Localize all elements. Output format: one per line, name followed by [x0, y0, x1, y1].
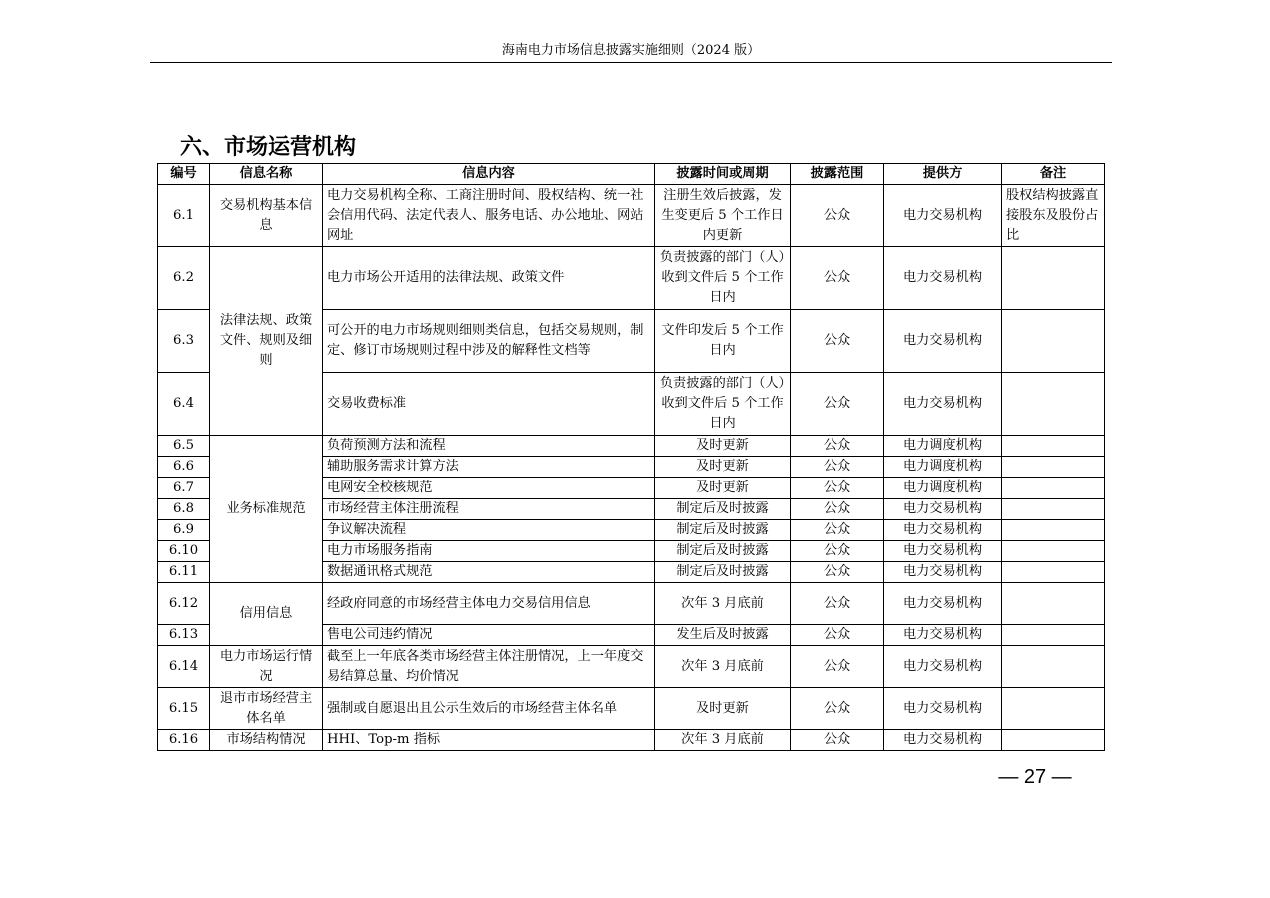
cell-provider: 电力交易机构 [884, 499, 1002, 520]
cell-disclosure-scope: 公众 [791, 625, 884, 646]
cell-info-content: 电力市场服务指南 [323, 541, 655, 562]
cell-info-content: 辅助服务需求计算方法 [323, 457, 655, 478]
cell-info-content: 负荷预测方法和流程 [323, 436, 655, 457]
table-body [158, 185, 1105, 751]
cell-disclosure-time: 次年 3 月底前 [655, 646, 791, 688]
cell-note [1002, 478, 1105, 499]
cell-disclosure-scope: 公众 [791, 185, 884, 247]
section-title: 六、市场运营机构 [180, 135, 357, 160]
cell-info-content: 截至上一年底各类市场经营主体注册情况，上一年度交易结算总量、均价情况 [323, 646, 655, 688]
cell-number: 6.11 [158, 562, 210, 583]
cell-provider: 电力交易机构 [884, 310, 1002, 373]
cell-disclosure-scope: 公众 [791, 499, 884, 520]
table-row [158, 730, 1105, 751]
cell-disclosure-scope: 公众 [791, 478, 884, 499]
cell-provider: 电力交易机构 [884, 625, 1002, 646]
cell-info-content: 数据通讯格式规范 [323, 562, 655, 583]
cell-info-name: 退市市场经营主体名单 [210, 688, 323, 730]
cell-disclosure-scope: 公众 [791, 646, 884, 688]
cell-disclosure-time: 制定后及时披露 [655, 562, 791, 583]
cell-note [1002, 373, 1105, 436]
cell-info-content: 市场经营主体注册流程 [323, 499, 655, 520]
cell-note [1002, 520, 1105, 541]
cell-disclosure-scope: 公众 [791, 373, 884, 436]
cell-number: 6.10 [158, 541, 210, 562]
cell-disclosure-scope: 公众 [791, 247, 884, 310]
document-header: 海南电力市场信息披露实施细则（2024 版） [150, 40, 1112, 63]
cell-info-content: 可公开的电力市场规则细则类信息，包括交易规则，制定、修订市场规则过程中涉及的解释性文档等 [323, 310, 655, 373]
column-header: 信息内容 [323, 164, 655, 185]
cell-disclosure-time: 及时更新 [655, 457, 791, 478]
table-row [158, 688, 1105, 730]
cell-disclosure-scope: 公众 [791, 730, 884, 751]
table-header-row [158, 164, 1105, 185]
cell-note [1002, 436, 1105, 457]
cell-disclosure-time: 文件印发后 5 个工作日内 [655, 310, 791, 373]
cell-disclosure-scope: 公众 [791, 436, 884, 457]
table-row [158, 583, 1105, 625]
cell-disclosure-time: 制定后及时披露 [655, 520, 791, 541]
cell-provider: 电力调度机构 [884, 457, 1002, 478]
cell-number: 6.15 [158, 688, 210, 730]
cell-provider: 电力交易机构 [884, 541, 1002, 562]
cell-disclosure-scope: 公众 [791, 520, 884, 541]
cell-provider: 电力交易机构 [884, 520, 1002, 541]
cell-number: 6.2 [158, 247, 210, 310]
cell-provider: 电力交易机构 [884, 373, 1002, 436]
column-header: 披露范围 [791, 164, 884, 185]
cell-info-content: 争议解决流程 [323, 520, 655, 541]
cell-info-content: 电力交易机构全称、工商注册时间、股权结构、统一社会信用代码、法定代表人、服务电话、办公地址、网站网址 [323, 185, 655, 247]
cell-note [1002, 583, 1105, 625]
cell-info-name: 交易机构基本信息 [210, 185, 323, 247]
cell-disclosure-scope: 公众 [791, 310, 884, 373]
cell-provider: 电力交易机构 [884, 562, 1002, 583]
cell-info-name: 信用信息 [210, 583, 323, 646]
column-header: 披露时间或周期 [655, 164, 791, 185]
cell-number: 6.5 [158, 436, 210, 457]
column-header: 编号 [158, 164, 210, 185]
cell-number: 6.16 [158, 730, 210, 751]
cell-info-name: 业务标准规范 [210, 436, 323, 583]
column-header: 备注 [1002, 164, 1105, 185]
cell-provider: 电力交易机构 [884, 185, 1002, 247]
cell-number: 6.13 [158, 625, 210, 646]
cell-disclosure-time: 制定后及时披露 [655, 499, 791, 520]
cell-number: 6.6 [158, 457, 210, 478]
cell-disclosure-time: 负责披露的部门（人）收到文件后 5 个工作日内 [655, 373, 791, 436]
cell-disclosure-time: 及时更新 [655, 478, 791, 499]
cell-number: 6.3 [158, 310, 210, 373]
cell-info-content: HHI、Top-m 指标 [323, 730, 655, 751]
cell-disclosure-time: 负责披露的部门（人）收到文件后 5 个工作日内 [655, 247, 791, 310]
cell-note [1002, 541, 1105, 562]
cell-disclosure-scope: 公众 [791, 457, 884, 478]
cell-info-name: 市场结构情况 [210, 730, 323, 751]
cell-info-content: 强制或自愿退出且公示生效后的市场经营主体名单 [323, 688, 655, 730]
cell-provider: 电力交易机构 [884, 730, 1002, 751]
cell-disclosure-time: 及时更新 [655, 688, 791, 730]
cell-number: 6.4 [158, 373, 210, 436]
cell-disclosure-time: 及时更新 [655, 436, 791, 457]
cell-note [1002, 730, 1105, 751]
cell-note [1002, 457, 1105, 478]
cell-note [1002, 688, 1105, 730]
disclosure-table [157, 163, 1105, 751]
cell-number: 6.1 [158, 185, 210, 247]
cell-info-content: 电网安全校核规范 [323, 478, 655, 499]
cell-info-name: 电力市场运行情况 [210, 646, 323, 688]
cell-provider: 电力交易机构 [884, 247, 1002, 310]
cell-note [1002, 499, 1105, 520]
cell-number: 6.9 [158, 520, 210, 541]
table-row [158, 646, 1105, 688]
cell-info-content: 交易收费标准 [323, 373, 655, 436]
cell-disclosure-scope: 公众 [791, 541, 884, 562]
cell-number: 6.12 [158, 583, 210, 625]
column-header: 信息名称 [210, 164, 323, 185]
cell-note [1002, 646, 1105, 688]
cell-disclosure-scope: 公众 [791, 562, 884, 583]
cell-note [1002, 562, 1105, 583]
cell-number: 6.8 [158, 499, 210, 520]
column-header: 提供方 [884, 164, 1002, 185]
cell-info-content: 售电公司违约情况 [323, 625, 655, 646]
table-row [158, 436, 1105, 457]
cell-disclosure-scope: 公众 [791, 688, 884, 730]
cell-provider: 电力交易机构 [884, 688, 1002, 730]
cell-disclosure-time: 次年 3 月底前 [655, 730, 791, 751]
cell-disclosure-time: 发生后及时披露 [655, 625, 791, 646]
cell-info-content: 经政府同意的市场经营主体电力交易信用信息 [323, 583, 655, 625]
cell-provider: 电力交易机构 [884, 646, 1002, 688]
cell-number: 6.14 [158, 646, 210, 688]
cell-note [1002, 247, 1105, 310]
cell-disclosure-time: 制定后及时披露 [655, 541, 791, 562]
table-row [158, 247, 1105, 310]
cell-info-content: 电力市场公开适用的法律法规、政策文件 [323, 247, 655, 310]
cell-disclosure-time: 注册生效后披露，发生变更后 5 个工作日内更新 [655, 185, 791, 247]
cell-provider: 电力交易机构 [884, 583, 1002, 625]
cell-provider: 电力调度机构 [884, 478, 1002, 499]
cell-note: 股权结构披露直接股东及股份占比 [1002, 185, 1105, 247]
page-number: — 27 — [998, 766, 1072, 788]
cell-provider: 电力调度机构 [884, 436, 1002, 457]
cell-info-name: 法律法规、政策文件、规则及细则 [210, 247, 323, 436]
cell-number: 6.7 [158, 478, 210, 499]
table-row [158, 185, 1105, 247]
cell-disclosure-time: 次年 3 月底前 [655, 583, 791, 625]
cell-note [1002, 310, 1105, 373]
cell-note [1002, 625, 1105, 646]
cell-disclosure-scope: 公众 [791, 583, 884, 625]
